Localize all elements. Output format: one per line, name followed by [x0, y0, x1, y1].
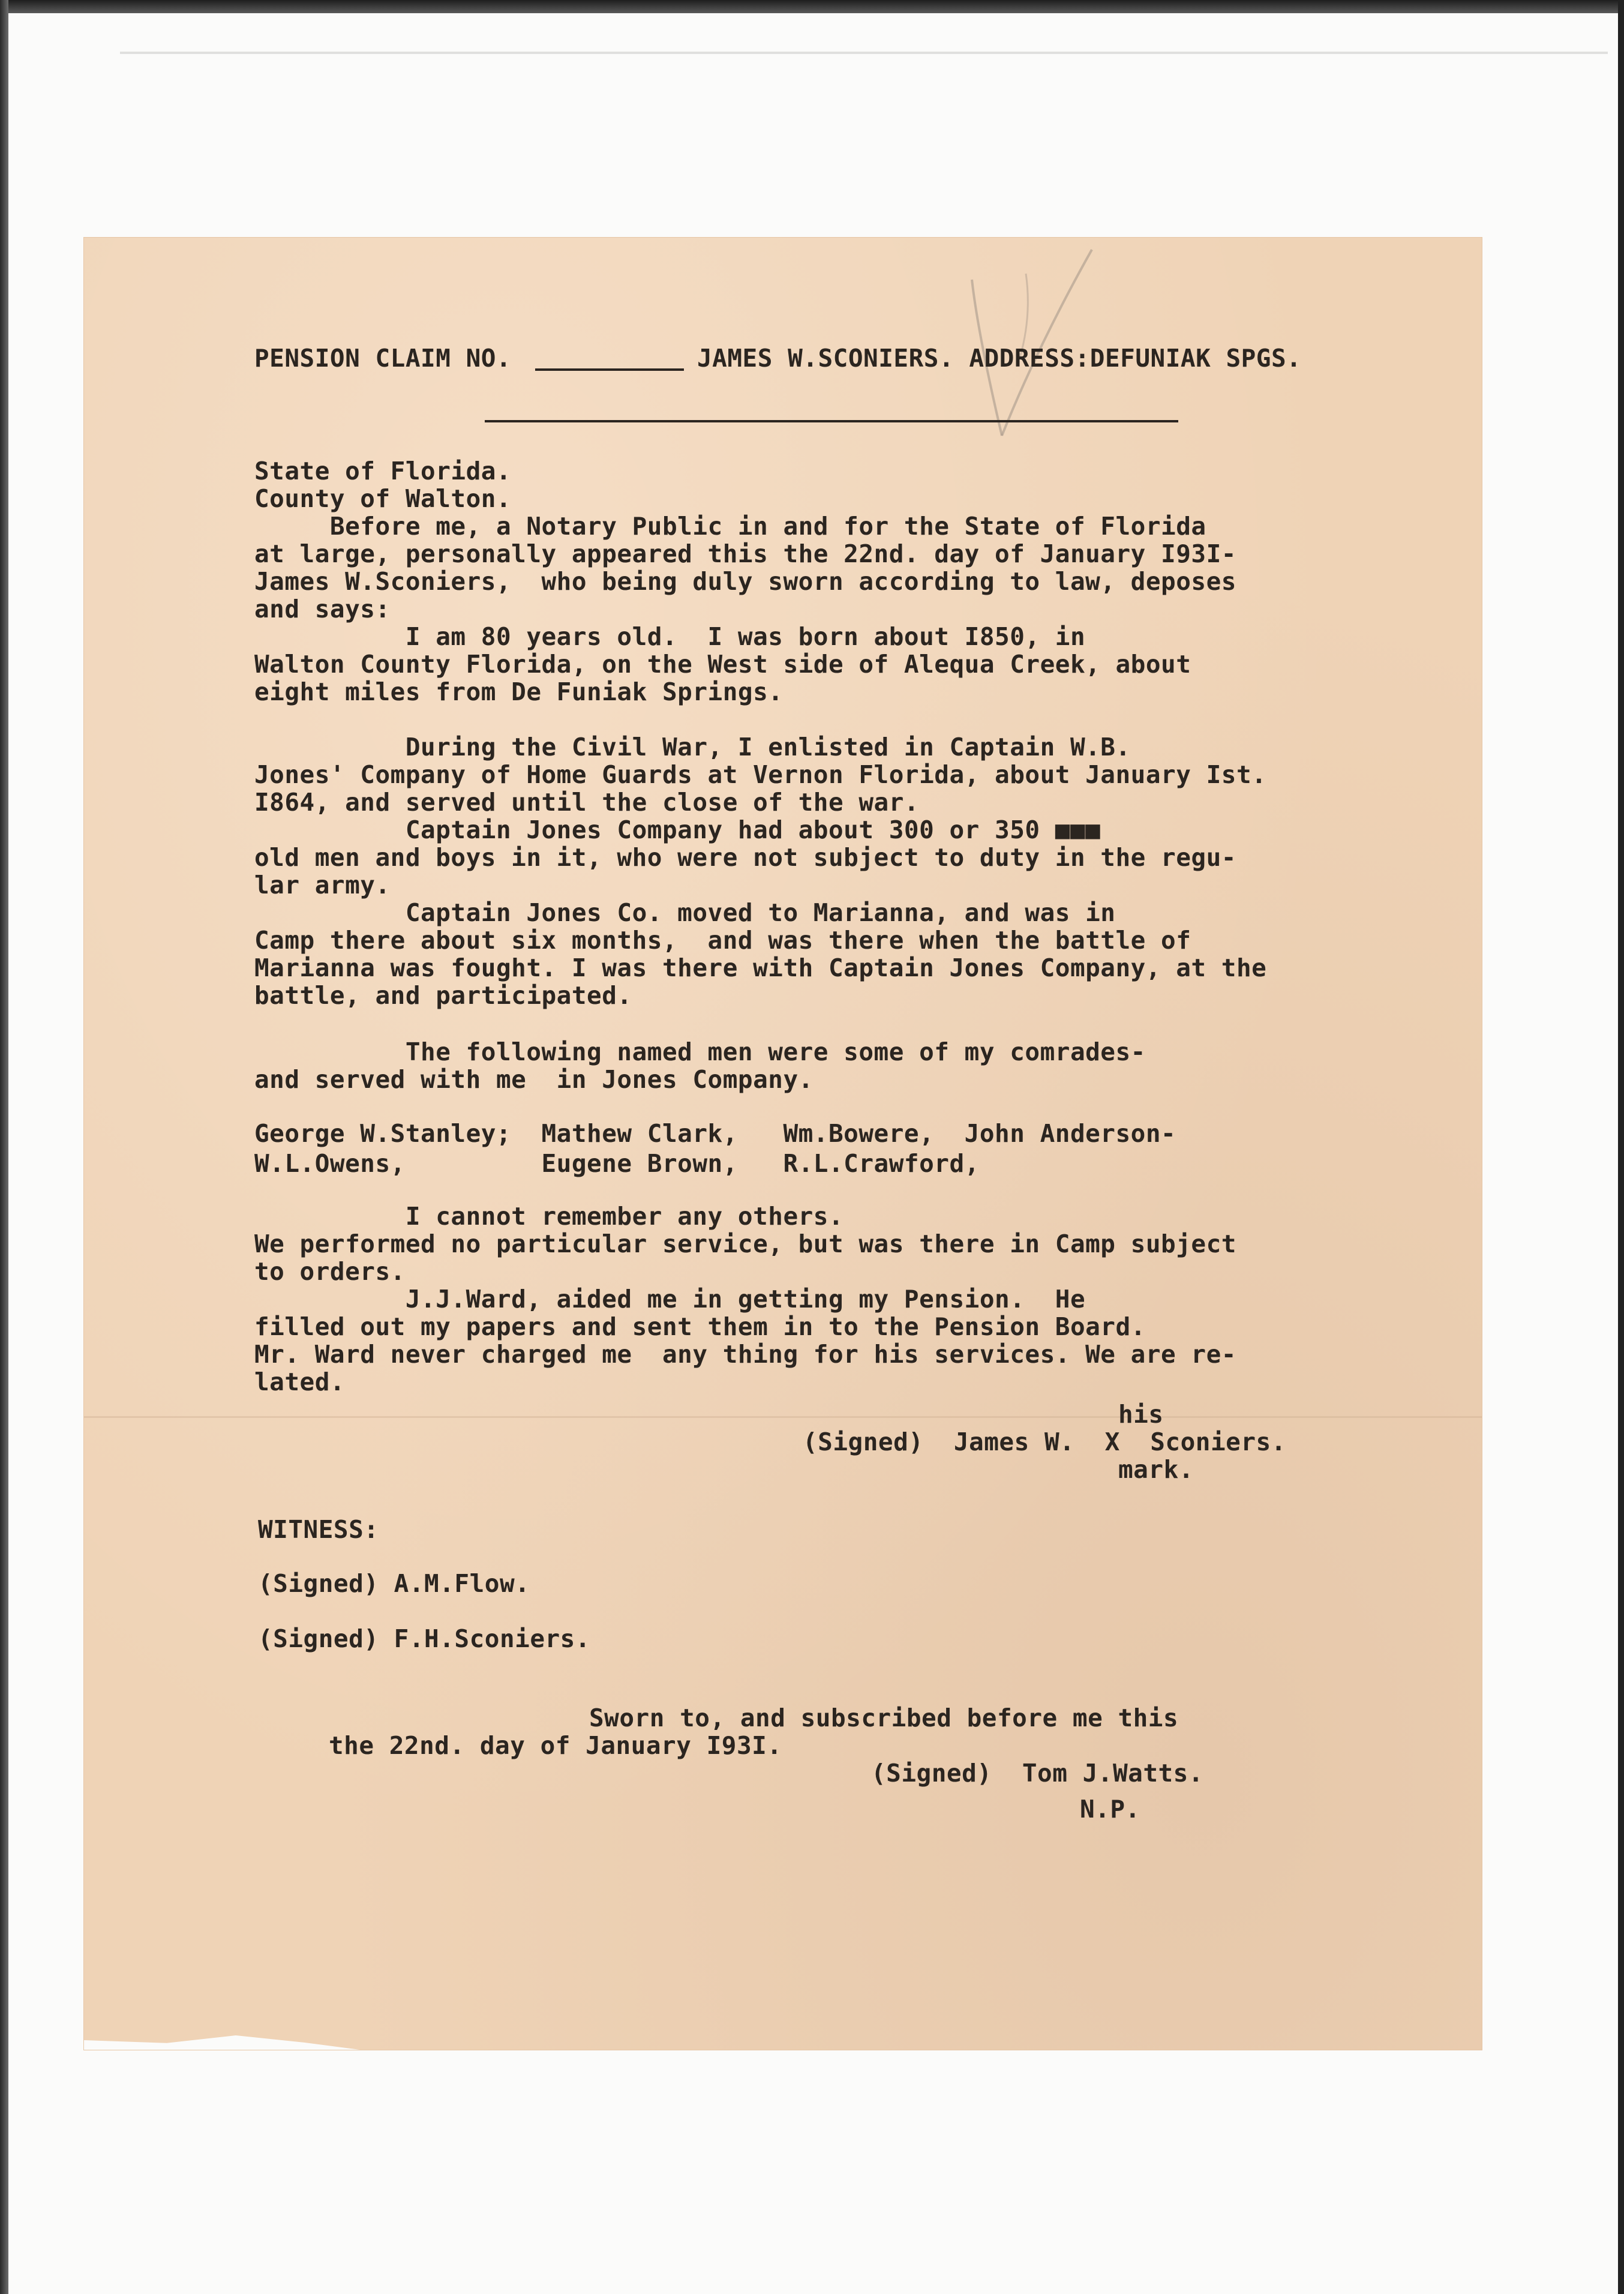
jurat-line-2: the 22nd. day of January I93I. — [329, 1731, 782, 1760]
signature-line: (Signed) James W. X Sconiers. — [803, 1428, 1286, 1456]
typed-line: old men and boys in it, who were not subject to duty in the regu- — [254, 843, 1236, 872]
typed-line: James W.Sconiers, who being duly sworn according to law, deposes — [254, 567, 1236, 596]
typed-line: lated. — [254, 1368, 346, 1396]
torn-edge — [84, 2026, 360, 2050]
scan-border-right — [1618, 0, 1624, 2294]
notary-signed: (Signed) Tom J.Watts. — [871, 1759, 1204, 1788]
scan-edge-line — [120, 52, 1608, 54]
typed-line: lar army. — [254, 871, 391, 899]
typed-line: We performed no particular service, but was there in Camp subject — [254, 1230, 1236, 1258]
typed-line: W.L.Owens, Eugene Brown, R.L.Crawford, — [254, 1149, 980, 1178]
typed-line: The following named men were some of my comrades- — [254, 1037, 1146, 1066]
typed-line: and served with me in Jones Company. — [254, 1065, 813, 1094]
typed-line: Marianna was fought. I was there with Captain Jones Company, at the — [254, 953, 1267, 982]
scan-border-left — [0, 0, 8, 2294]
typed-line: Mr. Ward never charged me any thing for his services. We are re- — [254, 1340, 1236, 1369]
typed-line: Jones' Company of Home Guards at Vernon Florida, about January Ist. — [254, 760, 1267, 789]
typed-line: George W.Stanley; Mathew Clark, Wm.Bowere, John Anderson- — [254, 1119, 1176, 1148]
signature-his: his — [1118, 1400, 1164, 1429]
typed-line: During the Civil War, I enlisted in Captain W.B. — [254, 733, 1131, 761]
typed-line: and says: — [254, 595, 391, 623]
scan-border-top — [0, 0, 1624, 13]
typed-line: I am 80 years old. I was born about I850, in — [254, 622, 1086, 651]
typed-line: Camp there about six months, and was there when the battle of — [254, 926, 1191, 955]
typed-line: filled out my papers and sent them in to the Pension Board. — [254, 1312, 1146, 1341]
typed-line: Captain Jones Co. moved to Marianna, and was in — [254, 898, 1116, 927]
typed-line: I864, and served until the close of the war. — [254, 788, 920, 817]
typed-line: Walton County Florida, on the West side of Alequa Creek, about — [254, 650, 1191, 679]
witness-label: WITNESS: — [258, 1515, 379, 1544]
typed-line: eight miles from De Funiak Springs. — [254, 677, 784, 706]
typed-line: J.J.Ward, aided me in getting my Pension. He — [254, 1285, 1086, 1314]
typed-line: Before me, a Notary Public in and for the State of Florida — [254, 512, 1206, 541]
signature-mark: mark. — [1118, 1455, 1194, 1484]
claimant-address: JAMES W.SCONIERS. ADDRESS:DEFUNIAK SPGS. — [697, 344, 1302, 373]
claim-label: PENSION CLAIM NO. — [254, 344, 512, 373]
typed-line: Captain Jones Company had about 300 or 350 ■■■ — [254, 815, 1101, 844]
fold-crease — [84, 1416, 1482, 1418]
typed-line: battle, and participated. — [254, 981, 632, 1010]
header-rule — [485, 420, 1178, 422]
document-page — [84, 238, 1482, 2050]
witness-1: (Signed) A.M.Flow. — [258, 1569, 530, 1598]
venue-state: State of Florida. — [254, 457, 512, 485]
witness-2: (Signed) F.H.Sconiers. — [258, 1624, 591, 1653]
claim-number-blank — [535, 368, 684, 371]
typed-line: I cannot remember any others. — [254, 1202, 844, 1231]
typed-line: to orders. — [254, 1257, 406, 1286]
notary-title: N.P. — [1080, 1795, 1140, 1824]
venue-county: County of Walton. — [254, 484, 512, 513]
typed-line: at large, personally appeared this the 22nd. day of January I93I- — [254, 539, 1236, 568]
jurat-line-1: Sworn to, and subscribed before me this — [589, 1704, 1179, 1732]
